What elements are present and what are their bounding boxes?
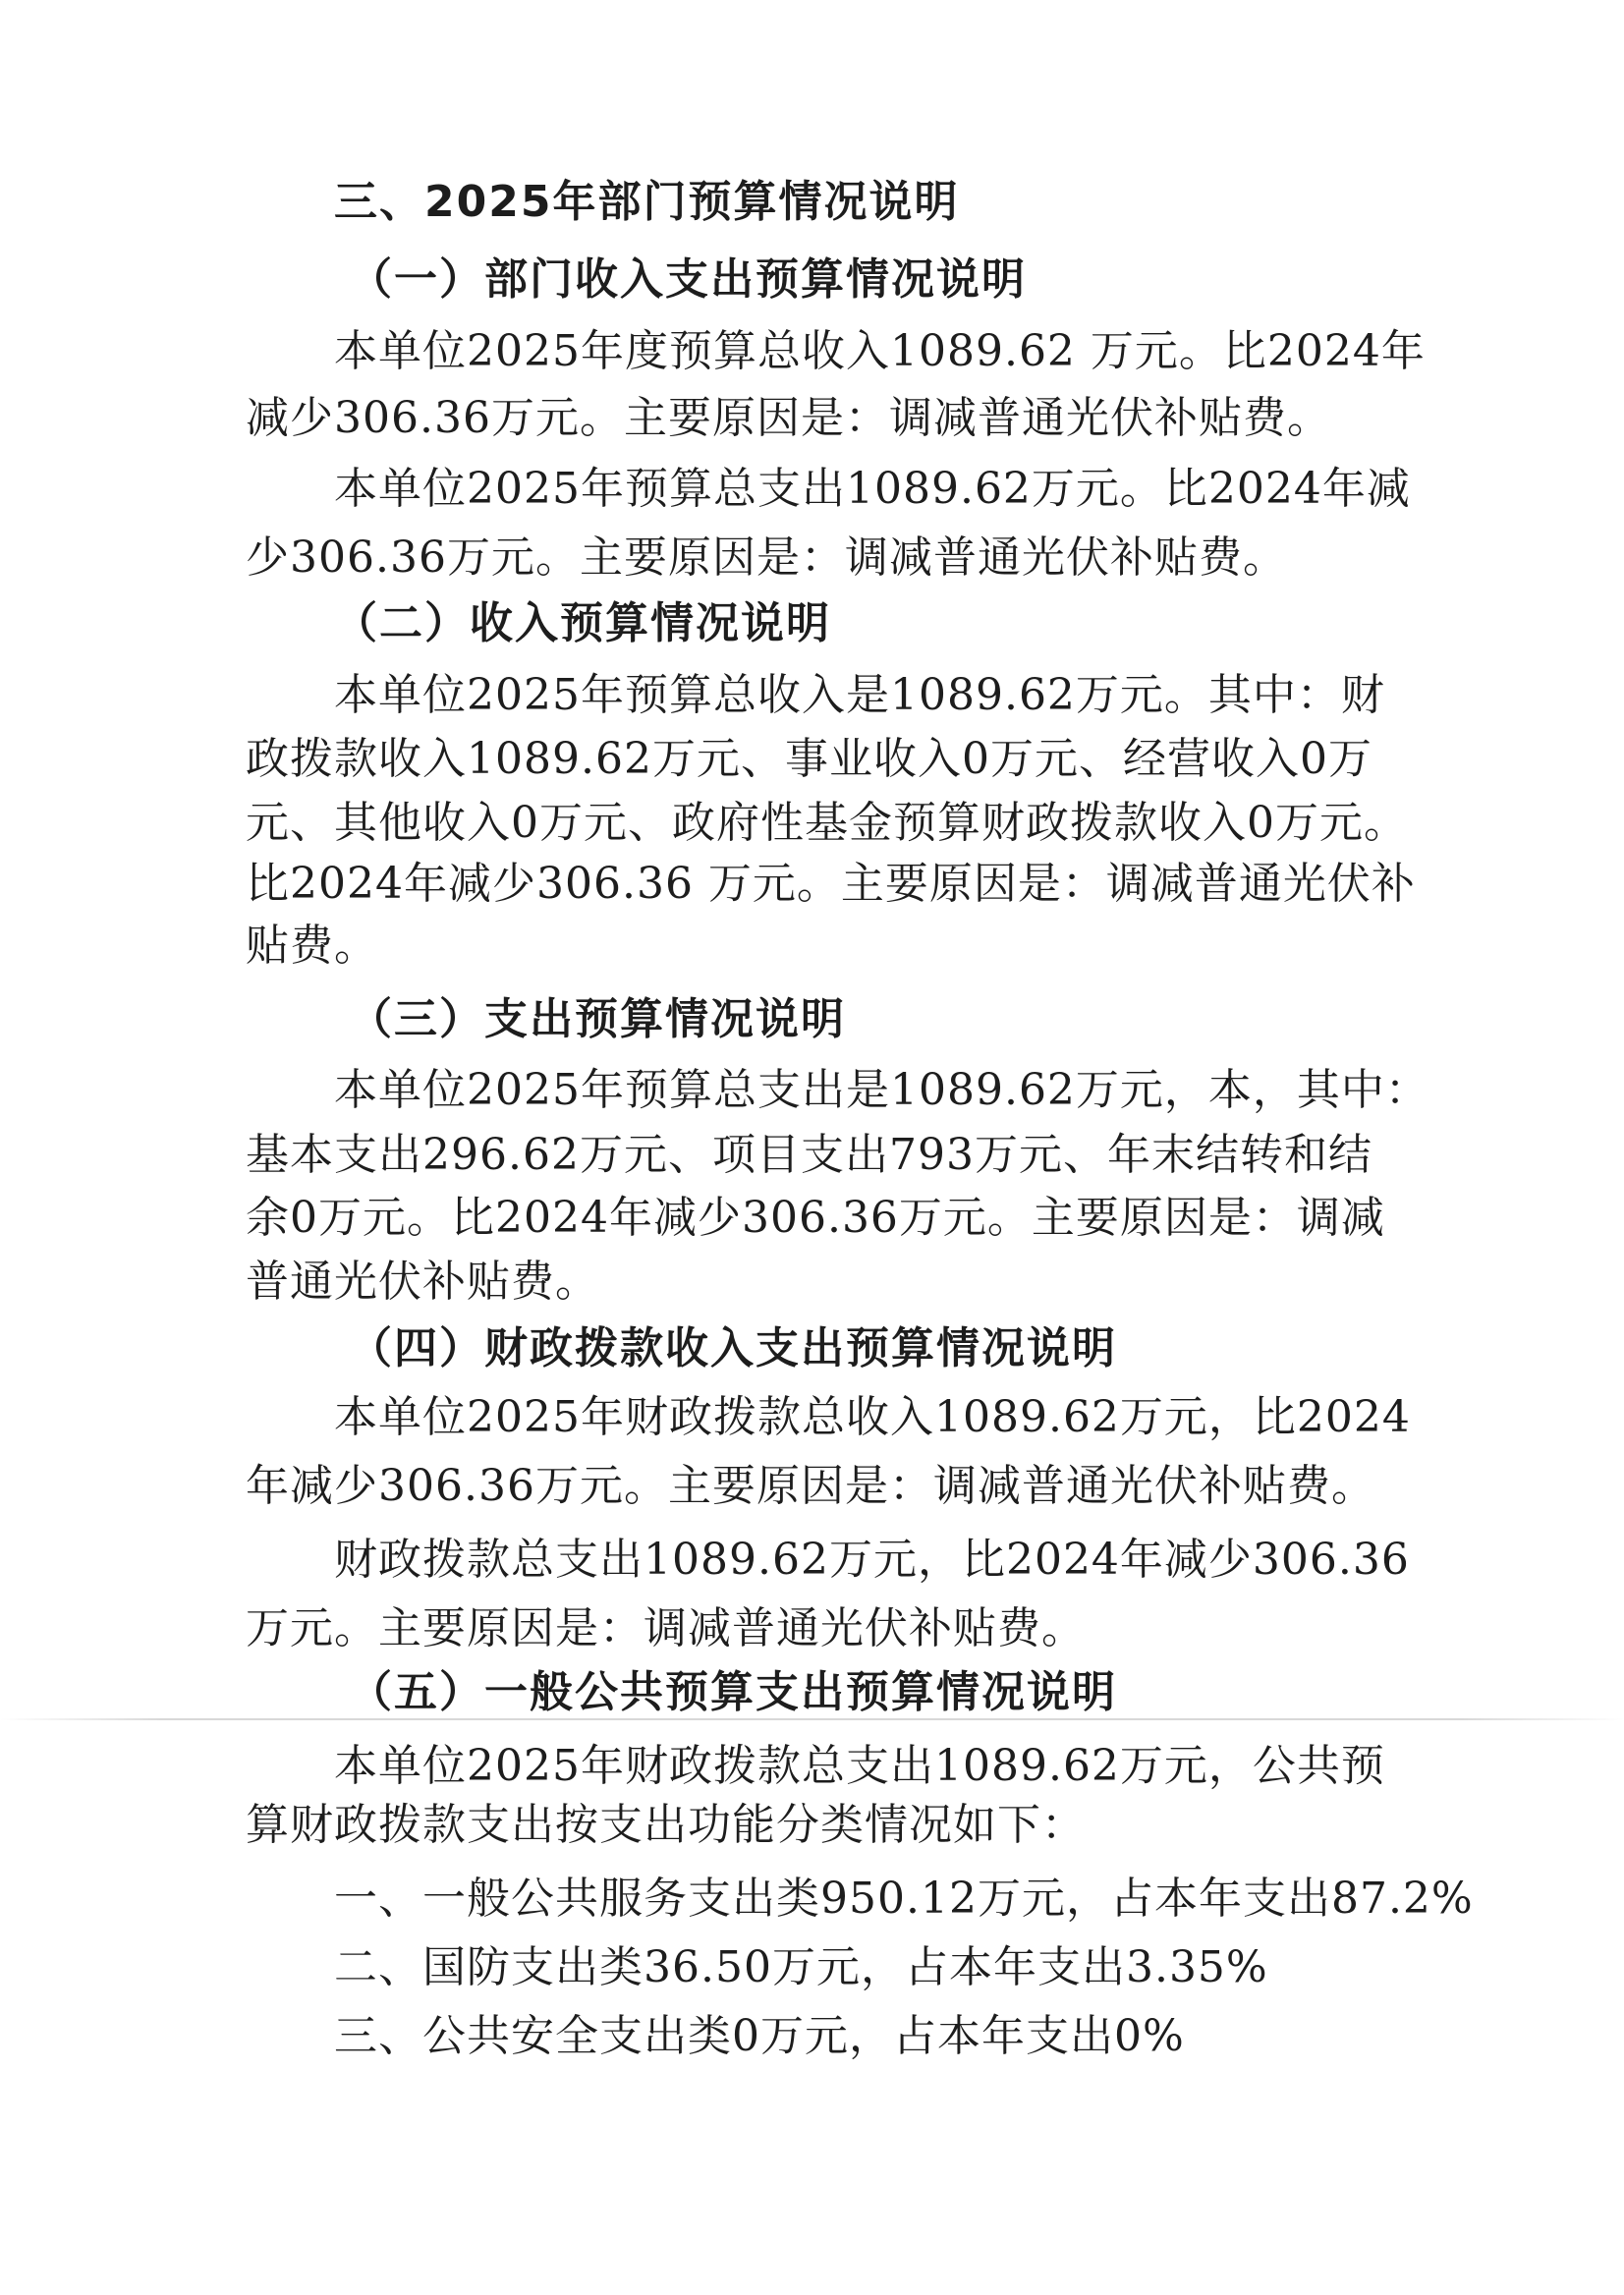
paragraph-line: 政拨款收入1089.62万元、事业收入0万元、经营收入0万 [246, 734, 1372, 784]
paragraph-line: 万元。主要原因是：调减普通光伏补贴费。 [246, 1603, 1086, 1653]
paragraph-line: 余0万元。比2024年减少306.36万元。主要原因是：调减 [246, 1193, 1385, 1243]
paragraph-line: 本单位2025年预算总支出1089.62万元。比2024年减 [334, 464, 1411, 514]
paragraph-line: 贴费。 [246, 921, 378, 971]
paragraph-line: 财政拨款总支出1089.62万元，比2024年减少306.36 [334, 1535, 1410, 1585]
list-item: 三、公共安全支出类0万元，占本年支出0% [334, 2011, 1185, 2061]
paragraph-line: 基本支出296.62万元、项目支出793万元、年末结转和结 [246, 1130, 1372, 1180]
paragraph-line: 本单位2025年财政拨款总支出1089.62万元，公共预 [334, 1741, 1385, 1791]
paragraph-line: 普通光伏补贴费。 [246, 1257, 599, 1307]
scan-artifact-line [0, 1718, 1624, 1720]
paragraph-line: 年减少306.36万元。主要原因是：调减普通光伏补贴费。 [246, 1461, 1375, 1511]
paragraph-line: 元、其他收入0万元、政府性基金预算财政拨款收入0万元。 [246, 798, 1408, 848]
paragraph-line: 减少306.36万元。主要原因是：调减普通光伏补贴费。 [246, 393, 1331, 443]
list-item: 一、一般公共服务支出类950.12万元，占本年支出87.2% [334, 1874, 1474, 1924]
paragraph-line: 比2024年减少306.36 万元。主要原因是：调减普通光伏补 [246, 859, 1416, 909]
section-title: 三、2025年部门预算情况说明 [334, 177, 960, 227]
paragraph-line: 少306.36万元。主要原因是：调减普通光伏补贴费。 [246, 532, 1287, 583]
paragraph-line: 本单位2025年财政拨款总收入1089.62万元，比2024 [334, 1392, 1411, 1442]
list-item: 二、国防支出类36.50万元，占本年支出3.35% [334, 1942, 1268, 1992]
subsection-heading-1: （一）部门收入支出预算情况说明 [349, 254, 1027, 305]
subsection-heading-2: （二）收入预算情况说明 [334, 598, 831, 648]
subsection-heading-3: （三）支出预算情况说明 [349, 994, 846, 1044]
paragraph-line: 本单位2025年度预算总收入1089.62 万元。比2024年 [334, 326, 1426, 376]
paragraph-line: 本单位2025年预算总支出是1089.62万元，本，其中： [334, 1065, 1429, 1115]
subsection-heading-5: （五）一般公共预算支出预算情况说明 [349, 1667, 1117, 1717]
subsection-heading-4: （四）财政拨款收入支出预算情况说明 [349, 1323, 1117, 1373]
paragraph-line: 本单位2025年预算总收入是1089.62万元。其中：财 [334, 670, 1385, 720]
paragraph-line: 算财政拨款支出按支出功能分类情况如下： [246, 1800, 1086, 1850]
